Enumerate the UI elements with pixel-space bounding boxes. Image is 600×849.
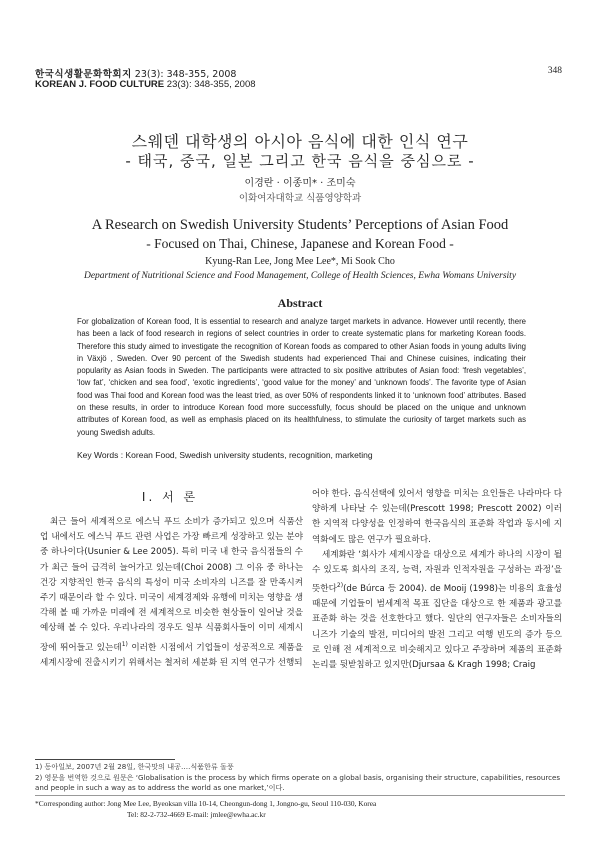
corresponding-author-contact: Tel: 82-2-732-4669 E-mail: jmlee@ewha.ac.kr	[127, 810, 266, 819]
journal-header-en: KOREAN J. FOOD CULTURE 23(3): 348-355, 2008	[35, 79, 256, 90]
footnote-ref-1: 1)	[121, 640, 128, 648]
paragraph	[312, 548, 562, 673]
paragraph-text: 최근 들어 세계적으로 에스닉 푸드 소비가 증가되고 있으며 식품산업 내에서도 에스닉 푸드 관련 사업은 가장 빠르게 성장하고 있는 분야 중 하나이다(Usunier & Lee 2005). 특히 미국 내 한국 음식점들의 수가 최근 들어 급격히 늘어가고 있는데(Choi 2008) 그 이유 중 하나는 건강 지향적인 한국 음식의 특성이 미국 소비자의 니즈를 잘 만족시켜 주기 때문이라 할 수 있다. 미국이 세계경제와 유행에 미치는 영향을 생각해 볼 때 가까운 미래에 전 세계적으로 비슷한 현상들이 일어날 것을 예상해 볼 수 있다. 우리나라의 경우도 일부 식품회사들이 이미 세계시장에 뛰어들고 있는데	[40, 517, 303, 653]
journal-citation-ko: 23(3): 348-355, 2008	[131, 69, 237, 80]
paragraph: 어야 한다. 음식선택에 있어서 영향을 미치는 요인들은 나라마다 다양하게 나타날 수 있는데(Prescott 1998; Prescott 2002) 이러한 지역적 다양성을 인정하여 한국음식의 표준화 작업과 동시에 지역화에도 많은 연구가 필요하다.	[312, 489, 562, 545]
footnotes	[35, 762, 565, 794]
body-column-left	[40, 515, 303, 671]
correspondence-divider	[35, 795, 565, 796]
affiliation-korean: 이화여자대학교 식품영양학과	[238, 193, 362, 204]
paragraph-text: 세계화란 ‘회사가 세계시장을 대상으로 세계가 하나의 시장이 될 수 있도록 회사의 조직, 능력, 자원과 인적자원을 구성하는 과정’을 뜻한다	[312, 549, 562, 595]
paragraph-text-cont: 이러한 시점에서 기업들이 성공적으로 제품을 세계시장에 진출시키기 위해서는 철저히 세분화 된 지역 연구가 선행되	[40, 642, 303, 668]
body-column-right	[312, 487, 562, 673]
section-heading-introduction: Ⅰ. 서 론	[141, 490, 199, 504]
authors-korean: 이경란 · 이종미* · 조미숙	[244, 178, 356, 189]
abstract-body: For globalization of Korean food, It is essential to research and analyze target markets in advance. However until recently, there has been a lack of food research in regions of select countries in order to create systematic plans for marketing Korean foods. Therefore this study aimed to investigate the recognition of Korean foods as compared to other Asian foods in young adults living in Växjö , Sweden. Over 90 percent of the Swedish students had experienced Thai and Chinese cuisines, indicating their popularity as Asian foods in Sweden. The participants were attracted to six positive attributes of Asian food: ‘fresh vegetables’, ‘low fat’, ‘chicken and sea food’, ‘exotic ingredients’, ‘good value for the money’ and ‘unknown foods’. The favorite type of Asian food was Thai food and Korean food was the least tried, as over 50% of respondents linked it to ‘unknown food’ attributes. Based on these results, in order to introduce Korean food more successfully, focus should be placed on the unique and unknown attributes of Korean food, as well as emphasis placed on its healthfulness, to stimulate the curiosity of target markets such as young Swedish adults.	[77, 317, 526, 437]
corresponding-author	[35, 798, 575, 820]
footnote-divider	[35, 759, 175, 760]
subtitle-korean: - 태국, 중국, 일본 그리고 한국 음식을 중심으로 -	[125, 152, 475, 170]
title-korean: 스웨덴 대학생의 아시아 음식에 대한 인식 연구	[131, 132, 469, 151]
footnote-1: 1) 동아일보, 2007년 2월 28일, 한국맛의 내공….식품한류 돌풍	[35, 762, 234, 771]
affiliation-english: Department of Nutritional Science and Food Management, College of Health Sciences, Ewha Womans University	[83, 271, 517, 281]
keywords-list: Korean Food, Swedish university students, recognition, marketing	[123, 450, 373, 460]
paragraph-text-cont: (de Búrca 등 2004). de Mooij (1998)는 비용의 효율성 때문에 기업들이 범세계적 목표 집단을 대상으로 한 제품과 광고를 표준화 하는 것을 선호한다고 했다. 일단의 연구자들은 소비자들의 니즈가 기술의 발전, 미디어의 발전 그리고 여행 빈도의 증가 등으로 인해 전 세계적으로 비슷해지고 있다고 주장하며 제품의 표준화 논리를 뒷받침하고 있지만(Djursaa & Kragh 1998; Craig	[312, 584, 562, 671]
keywords-label: Key Words :	[77, 450, 124, 460]
journal-header-ko: 한국식생활문화학회지 23(3): 348-355, 2008	[35, 69, 237, 80]
page-number: 348	[547, 66, 562, 76]
corresponding-author-address: *Corresponding author: Jong Mee Lee, Byeoksan villa 10-14, Cheongun-dong 1, Jongno-gu, Seoul 110-030, Korea	[35, 799, 377, 808]
footnote-2: 2) 영문을 번역한 것으로 원문은 ‘Globalisation is the process by which firms operate on a global basis, organising their structure, capabilities, resources and people in such a way as to address the world as one market,’이다.	[35, 772, 561, 792]
abstract-heading: Abstract	[277, 296, 323, 310]
footnote-ref-2: 2)	[336, 582, 344, 590]
subtitle-english: - Focused on Thai, Chinese, Japanese and Korean Food -	[146, 236, 454, 251]
paragraph	[40, 515, 303, 671]
journal-citation-en: 23(3): 348-355, 2008	[164, 79, 256, 90]
authors-english: Kyung-Ran Lee, Jong Mee Lee*, Mi Sook Cho	[205, 256, 395, 267]
title-english: A Research on Swedish University Students’ Perceptions of Asian Food	[91, 217, 509, 233]
keywords	[77, 450, 537, 460]
